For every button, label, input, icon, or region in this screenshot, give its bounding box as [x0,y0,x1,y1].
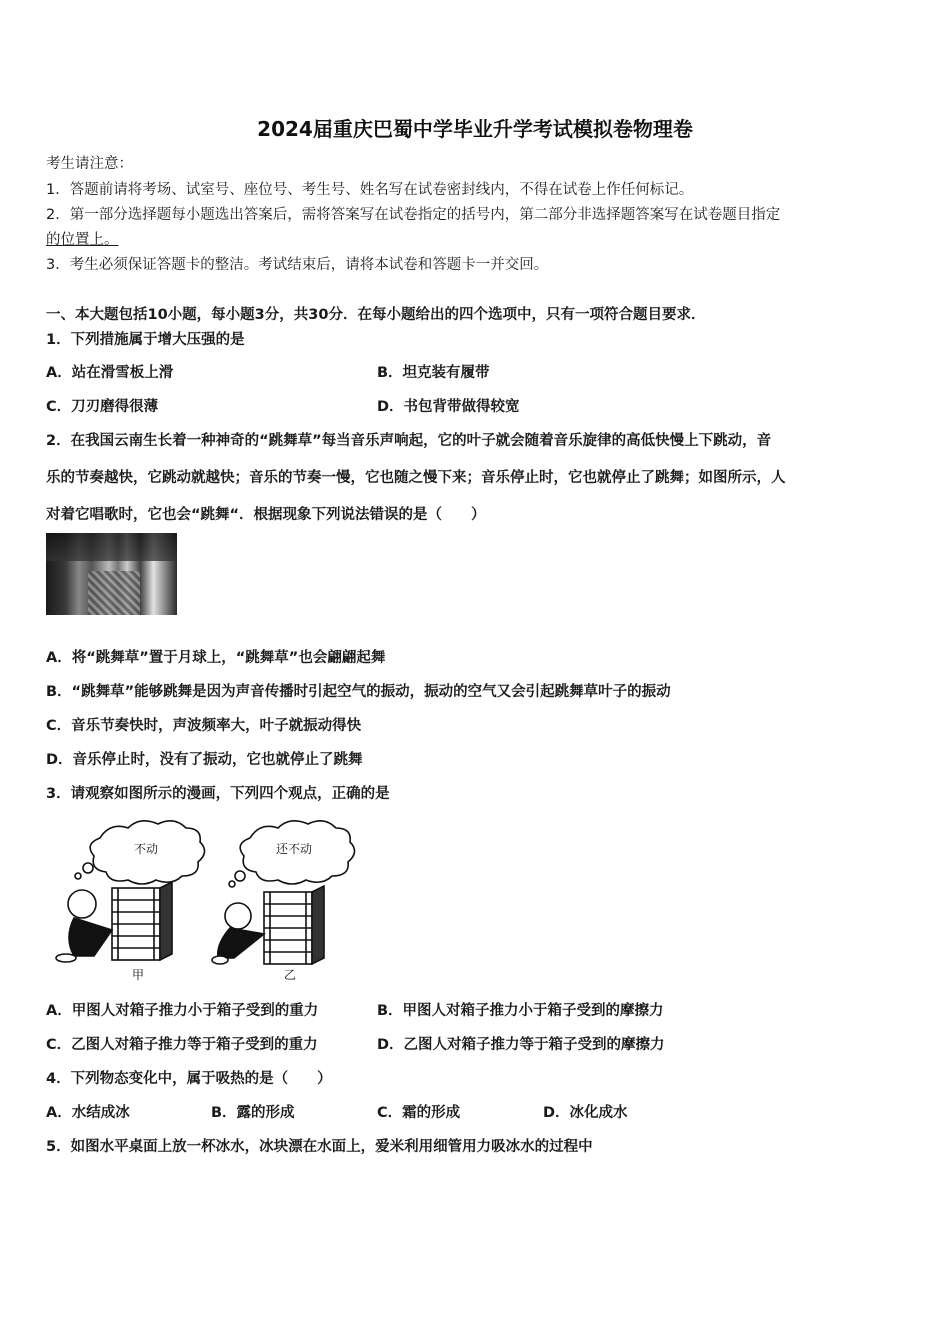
push-box-comic [48,818,388,983]
question-4-stem: 4．下列物态变化中，属于吸热的是（ ） [46,1071,332,1087]
question-4-option-b: B．露的形成 [211,1105,295,1121]
question-3-option-b: B．甲图人对箱子推力小于箱子受到的摩擦力 [377,1003,664,1019]
question-3-option-d: D．乙图人对箱子推力等于箱子受到的摩擦力 [377,1037,665,1053]
question-1-stem: 1．下列措施属于增大压强的是 [46,332,245,348]
label-jia: 甲 [132,968,145,982]
question-3-stem: 3．请观察如图所示的漫画，下列四个观点，正确的是 [46,786,390,802]
dancing-grass-photo [46,533,177,615]
notice-item-2-cont: 的位置上。 [46,232,119,248]
question-4-option-c: C．霜的形成 [377,1105,461,1121]
question-2-option-a: A．将“跳舞草”置于月球上，“跳舞草”也会翩翩起舞 [46,650,386,666]
photo-background [46,533,177,561]
question-2-option-c: C．音乐节奏快时，声波频率大，叶子就振动得快 [46,718,362,734]
question-2-stem-line-2: 乐的节奏越快，它跳动就越快；音乐的节奏一慢，它也随之慢下来；音乐停止时，它也就停止了跳舞；如图所示，人 [46,470,786,486]
question-1-option-c: C．刀刃磨得很薄 [46,399,159,415]
notice-item-3: 3．考生必须保证答题卡的整洁。考试结束后，请将本试卷和答题卡一并交回。 [46,257,549,273]
label-yi: 乙 [284,968,297,982]
notice-item-1: 1．答题前请将考场、试室号、座位号、考生号、姓名写在试卷密封线内，不得在试卷上作任何标记。 [46,182,694,198]
notice-item-2: 2．第一部分选择题每小题选出答案后，需将答案写在试卷指定的括号内，第二部分非选择题答案写在试卷题目指定 [46,207,781,223]
question-5-stem: 5．如图水平桌面上放一杯冰水，冰块漂在水面上，爱米利用细管用力吸冰水的过程中 [46,1139,593,1155]
bubble-left-text: 不动 [134,842,159,856]
question-2-stem-line-1: 2．在我国云南生长着一种神奇的“跳舞草”每当音乐声响起，它的叶子就会随着音乐旋律的高低快慢上下跳动，音 [46,433,772,449]
question-3-option-c: C．乙图人对箱子推力等于箱子受到的重力 [46,1037,318,1053]
question-4-option-d: D．冰化成水 [543,1105,628,1121]
page-title: 2024届重庆巴蜀中学毕业升学考试模拟卷物理卷 [257,117,693,141]
question-3-option-a: A．甲图人对箱子推力小于箱子受到的重力 [46,1003,319,1019]
notice-heading: 考生请注意： [46,156,133,172]
question-1-option-a: A．站在滑雪板上滑 [46,365,174,381]
question-2-option-d: D．音乐停止时，没有了振动，它也就停止了跳舞 [46,752,363,768]
bubble-right-text: 还不动 [276,842,313,856]
section-heading: 一、本大题包括10小题，每小题3分，共30分．在每小题给出的四个选项中，只有一项符合题目要求． [46,307,706,323]
comic-drawing [48,818,388,983]
question-1-option-b: B．坦克装有履带 [377,365,490,381]
question-2-option-b: B．“跳舞草”能够跳舞是因为声音传播时引起空气的振动，振动的空气又会引起跳舞草叶子的振动 [46,684,671,700]
question-1-option-d: D．书包背带做得较宽 [377,399,520,415]
question-4-option-a: A．水结成冰 [46,1105,130,1121]
photo-plant [88,571,140,615]
question-2-stem-line-3: 对着它唱歌时，它也会“跳舞“．根据现象下列说法错误的是（ ） [46,507,486,523]
